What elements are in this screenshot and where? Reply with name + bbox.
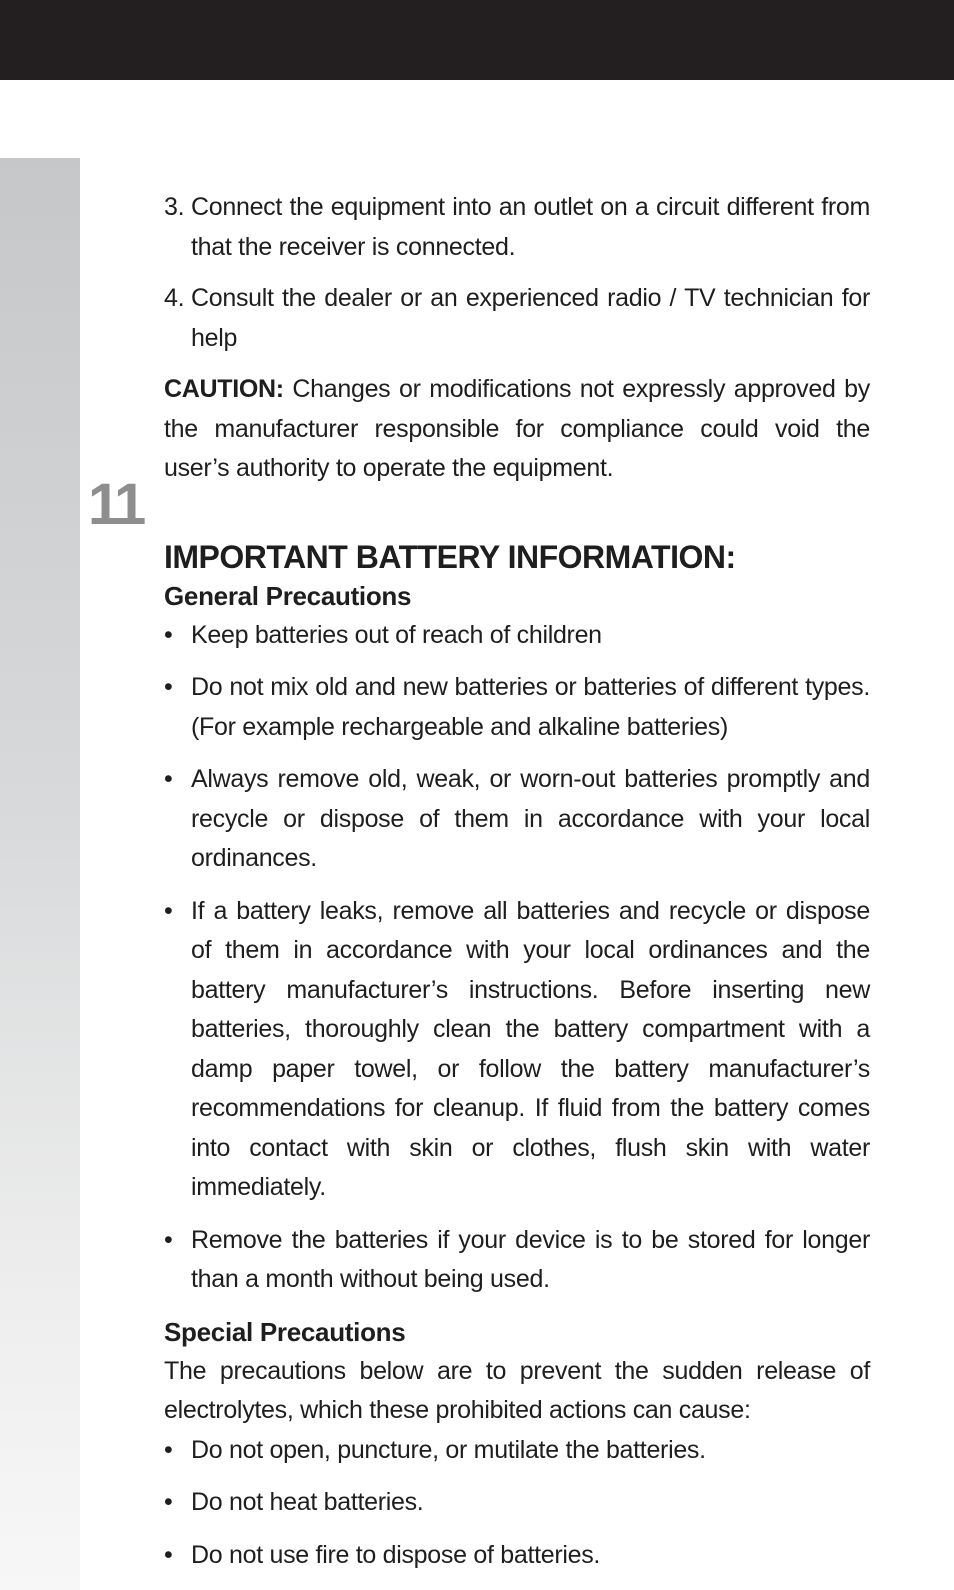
section-number: 11: [88, 472, 144, 537]
item-text: Consult the dealer or an experienced radio / TV technician for help: [191, 284, 870, 352]
item-text: Remove the batteries if your device is to be stored for longer than a month without being used.: [191, 1225, 870, 1293]
item-text: Do not open, puncture, or mutilate the batteries.: [191, 1435, 706, 1464]
bullet-icon: •: [164, 1435, 173, 1464]
side-margin-band: [0, 158, 80, 1590]
page-content: [164, 188, 870, 1575]
bullet-icon: •: [164, 896, 173, 925]
item-text: Do not heat batteries.: [191, 1488, 424, 1516]
item-text: Do not mix old and new batteries or batteries of different types. (For example rechargeable and alkaline batteries): [191, 673, 870, 741]
item-text: Always remove old, weak, or worn-out batteries promptly and recycle or dispose of them in accordance with your local ordinances.: [191, 765, 870, 872]
section-title: IMPORTANT BATTERY INFORMATION:: [164, 538, 736, 575]
caution-paragraph: [164, 370, 870, 489]
bullet-icon: •: [164, 1225, 173, 1254]
list-item: [164, 892, 870, 1208]
item-text: Do not use fire to dispose of batteries.: [191, 1540, 601, 1569]
bullet-icon: •: [164, 673, 173, 701]
bullet-icon: •: [164, 1488, 173, 1516]
bullet-icon: •: [164, 765, 173, 793]
header-bar: [0, 0, 954, 80]
general-precautions-heading: General Precautions: [164, 580, 412, 611]
item-number: 3.: [164, 193, 185, 221]
list-item: [164, 1536, 870, 1576]
list-item: [164, 188, 870, 267]
list-item: [164, 1221, 870, 1300]
item-text: Connect the equipment into an outlet on a circuit different from that the receiver is connected.: [191, 193, 870, 261]
list-item: [164, 279, 870, 358]
special-precautions-heading: Special Precautions: [164, 1316, 406, 1347]
caution-text: Changes or modifications not expressly approved by the manufacturer responsible for compliance could void the user’s authority to operate the equipment.: [164, 375, 870, 482]
special-precautions-intro: The precautions below are to prevent the sudden release of electrolytes, which these prohibited actions can cause:: [164, 1356, 870, 1424]
bullet-icon: •: [164, 620, 173, 649]
caution-label: CAUTION:: [164, 375, 284, 403]
list-item: [164, 668, 870, 747]
item-text: If a battery leaks, remove all batteries and recycle or dispose of them in accordance with your local ordinances and the battery manufacturer’s instructions. Before inserting new batteries, thoroughly clean the battery compartment with a damp paper towel, or follow the battery manufacturer’s recommendations for cleanup. If fluid from the battery comes into contact with skin or clothes, flush skin with water immediately.: [191, 896, 870, 1201]
item-number: 4.: [164, 284, 185, 312]
list-item: [164, 1483, 870, 1523]
list-item: [164, 616, 870, 656]
item-text: Keep batteries out of reach of children: [191, 620, 602, 649]
bullet-icon: •: [164, 1540, 173, 1569]
list-item: [164, 1431, 870, 1471]
list-item: [164, 760, 870, 879]
